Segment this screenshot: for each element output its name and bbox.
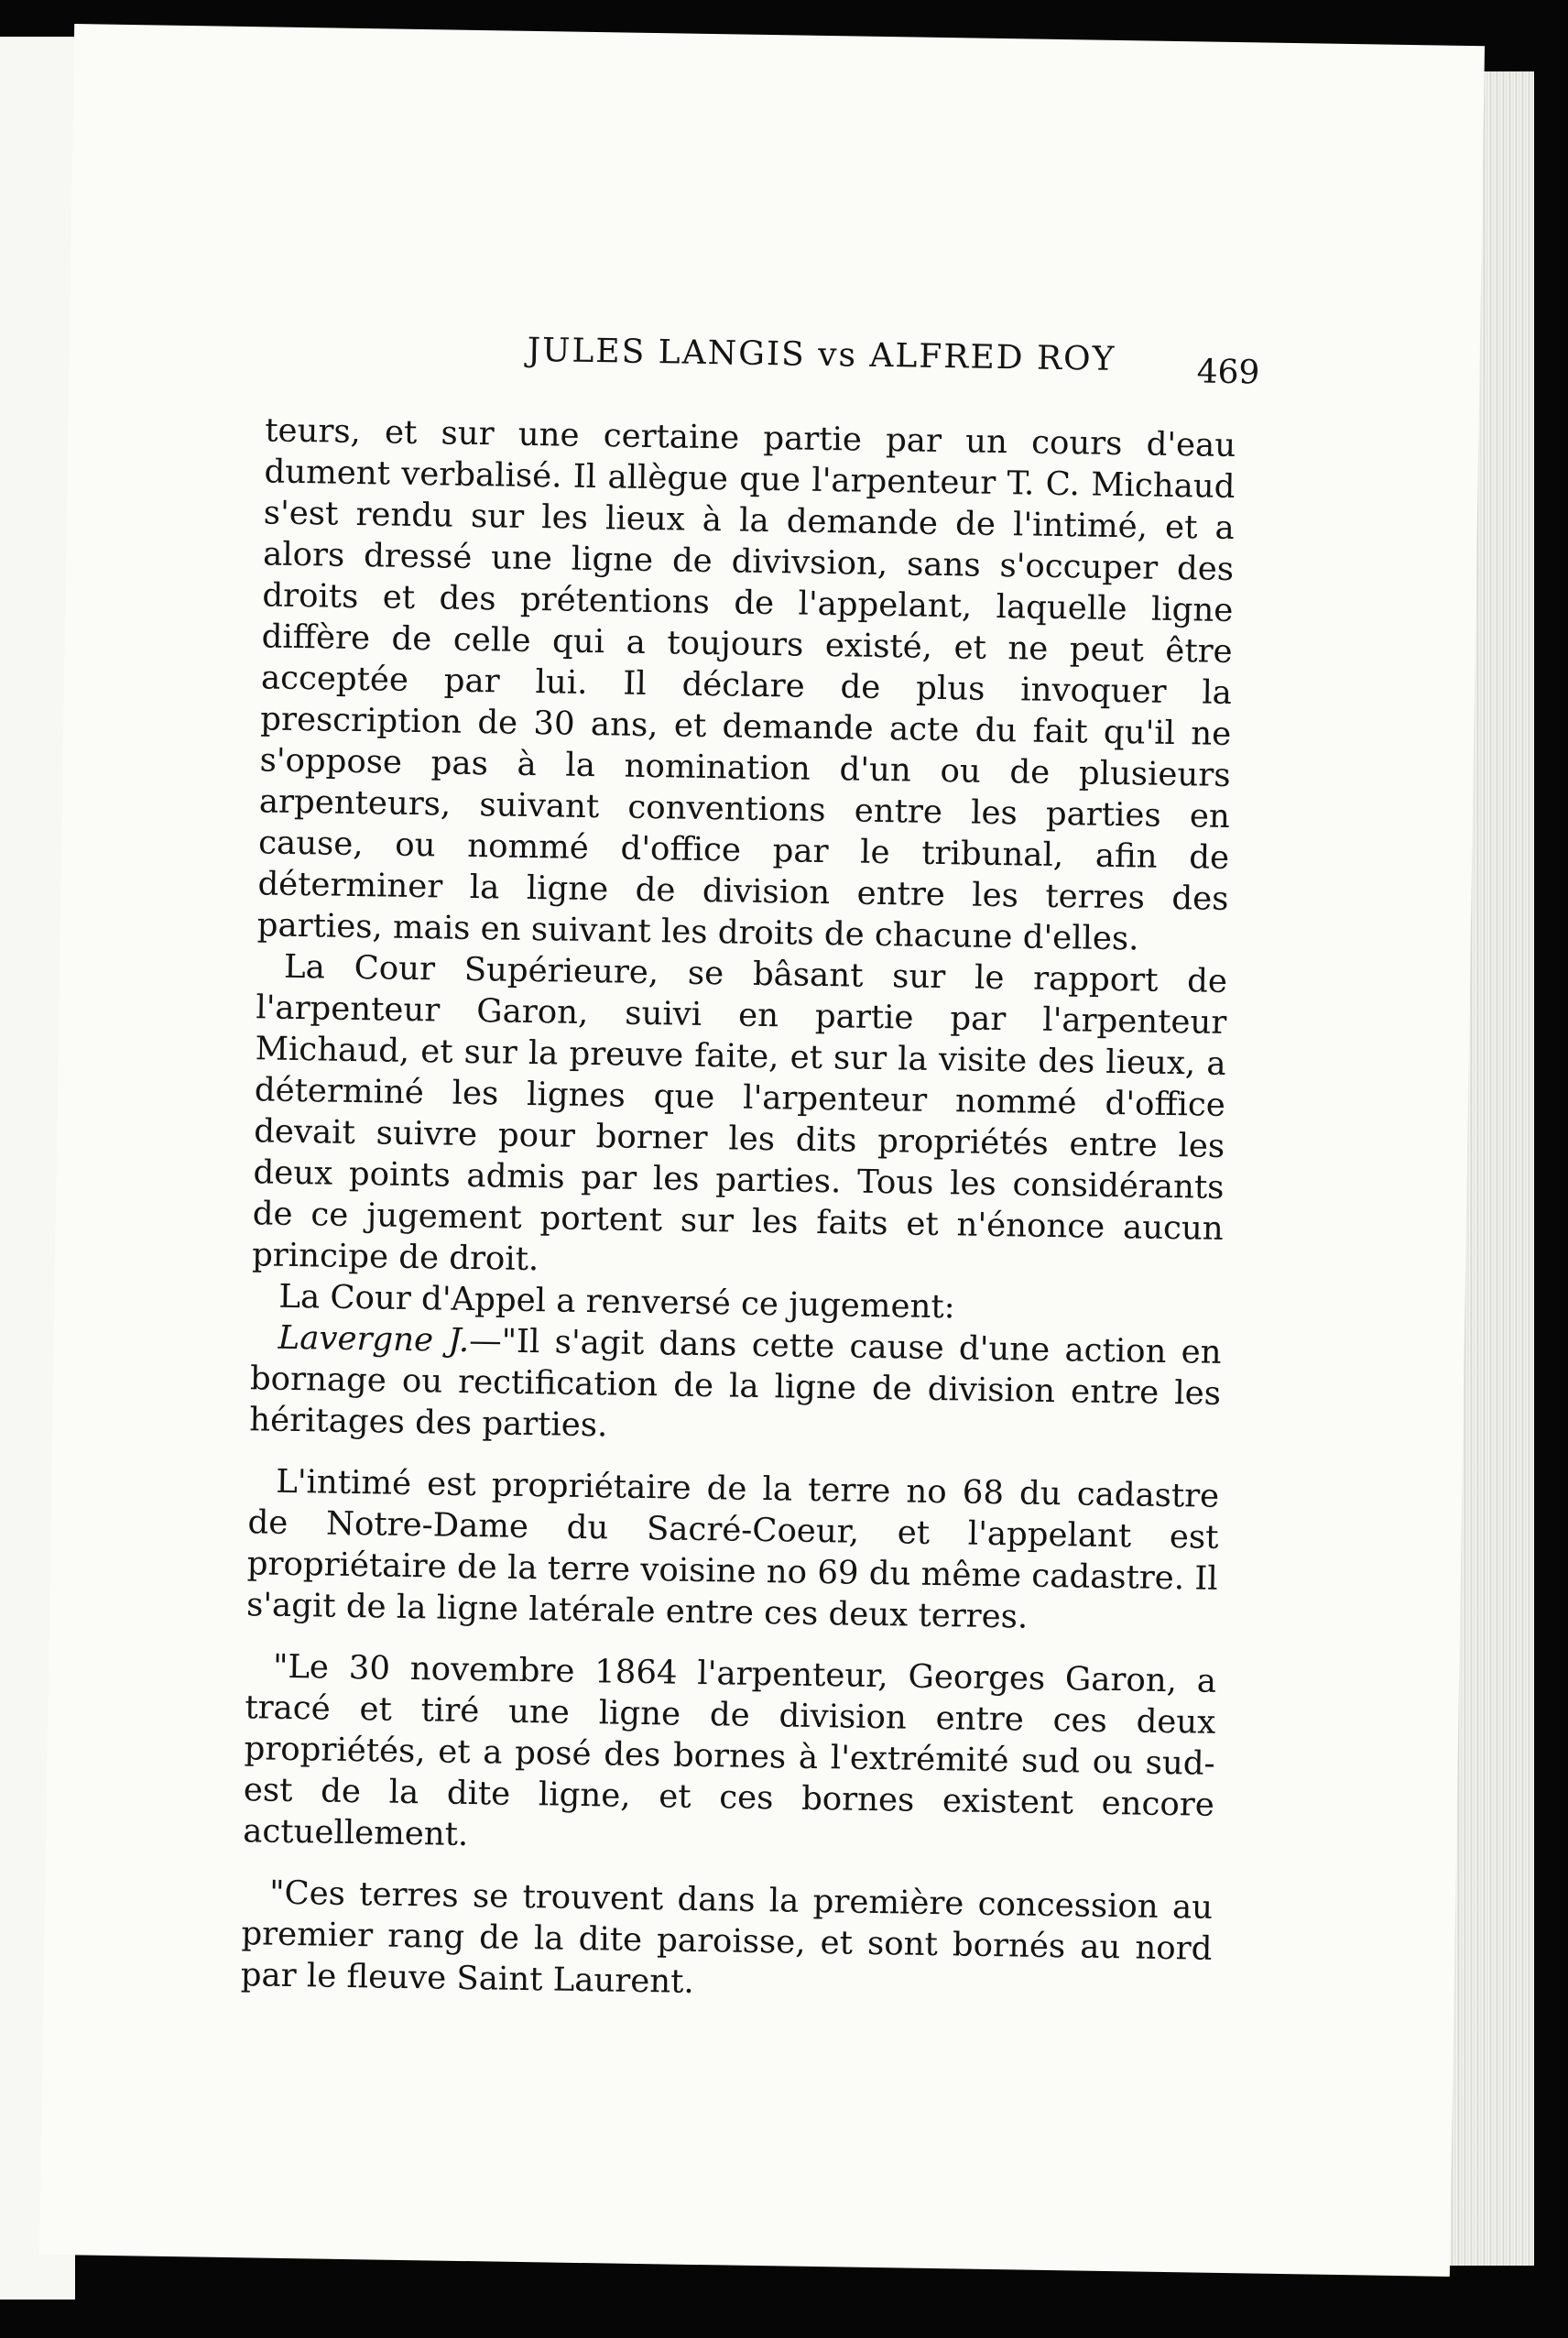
paragraph-intime: L'intimé est propriétaire de la terre no 68 du cadastre de Notre-Dame du Sacré-Coeur, et l'appelant est propriétaire de la terre voisine no 69 du même cadastre. Il s'agit de la ligne latérale entre ces deux terres. (245, 1462, 1220, 1636)
page-number: 469 (1196, 353, 1260, 392)
lavergne-text: —"Il s'agit dans cette cause d'une action en bornage ou rectification de la ligne de division entre les héritages des parties. (248, 1322, 1222, 1445)
paragraph-terres: "Ces terres se trouvent dans la première concession au premier rang de la dite paroisse, et sont bornés au nord par le fleuve Saint Laurent. (240, 1874, 1214, 2001)
running-title: JULES LANGIS vs ALFRED ROY (527, 331, 1116, 378)
paragraph-cour-appel: La Cour d'Appel a renversé ce jugement: (278, 1277, 955, 1327)
paragraph-continuation: teurs, et sur une certaine partie par un cours d'eau dument verbalisé. Il allègue que l'arpenteur T. C. Michaud s'est rendu sur les lieux à la demande de l'intimé, et a alors dressé une ligne de divivsion, sans s'occuper des droits et des prétentions de l'appelant, laquelle ligne diffère de celle qui a toujours existé, et ne peut être acceptée par lui. Il déclare de plus invoquer la prescription de 30 ans, et demande acte du fait qu'il ne s'oppose pas à la nomination d'un ou de plusieurs arpenteurs, suivant conventions entre les parties en cause, ou nommé d'office par le tribunal, afin de déterminer la ligne de division entre les terres des parties, mais en suivant les droits de chacune d'elles. (256, 411, 1236, 958)
paragraph-cour-superieure: La Cour Supérieure, se bâsant sur le rapport de l'arpenteur Garon, suivi en partie par l'arpenteur Michaud, et sur la preuve faite, et sur la visite des lieux, a déterminé les lignes que l'arpenteur nommé d'office devait suivre pour borner les dits propriétés entre les deux points admis par les parties. Tous les considérants de ce jugement portent sur les faits et n'énonce aucun principe de droit. (251, 947, 1228, 1279)
body-text (240, 410, 1236, 2010)
page-header (252, 301, 1288, 391)
judge-name: Lavergne J. (278, 1318, 470, 1360)
book-page (39, 24, 1485, 2277)
paragraph-garon: "Le 30 novembre 1864 l'arpenteur, Georges Garon, a tracé et tiré une ligne de division entre ces deux propriétés, et a posé des bornes à l'extrémité sud ou sud-est de la dite ligne, et ces bornes existent encore actuellement. (242, 1647, 1217, 1854)
paragraph-lavergne (249, 1316, 1222, 1456)
